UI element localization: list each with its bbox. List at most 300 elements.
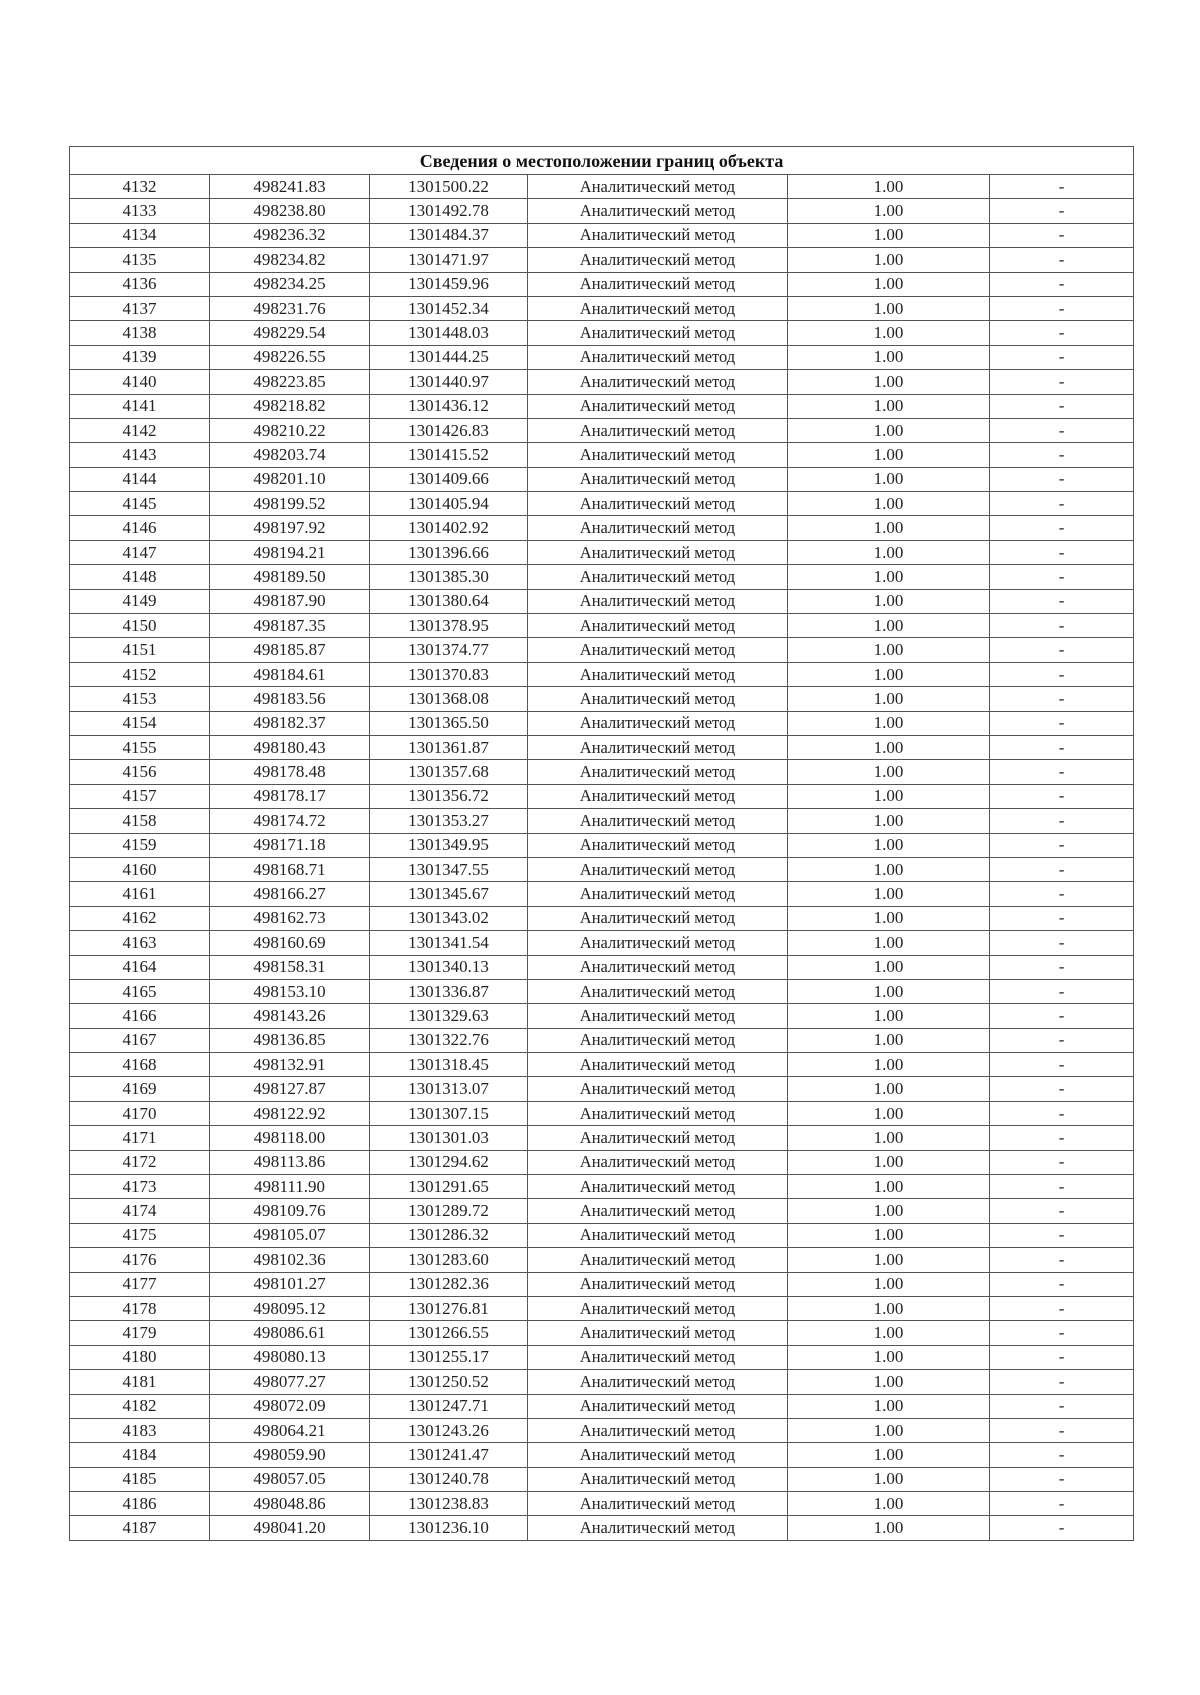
point-number-cell: 4136 bbox=[70, 272, 210, 296]
description-cell: - bbox=[990, 760, 1134, 784]
x-coordinate-cell: 498187.90 bbox=[210, 589, 370, 613]
accuracy-cell: 1.00 bbox=[788, 906, 990, 930]
accuracy-cell: 1.00 bbox=[788, 687, 990, 711]
table-title: Сведения о местоположении границ объекта bbox=[70, 147, 1134, 175]
x-coordinate-cell: 498203.74 bbox=[210, 443, 370, 467]
x-coordinate-cell: 498102.36 bbox=[210, 1248, 370, 1272]
method-cell: Аналитический метод bbox=[528, 614, 788, 638]
x-coordinate-cell: 498197.92 bbox=[210, 516, 370, 540]
x-coordinate-cell: 498086.61 bbox=[210, 1321, 370, 1345]
method-cell: Аналитический метод bbox=[528, 931, 788, 955]
x-coordinate-cell: 498143.26 bbox=[210, 1004, 370, 1028]
table-row bbox=[70, 614, 1134, 638]
accuracy-cell: 1.00 bbox=[788, 955, 990, 979]
method-cell: Аналитический метод bbox=[528, 1004, 788, 1028]
point-number-cell: 4153 bbox=[70, 687, 210, 711]
point-number-cell: 4163 bbox=[70, 931, 210, 955]
description-cell: - bbox=[990, 467, 1134, 491]
description-cell: - bbox=[990, 979, 1134, 1003]
accuracy-cell: 1.00 bbox=[788, 199, 990, 223]
description-cell: - bbox=[990, 272, 1134, 296]
method-cell: Аналитический метод bbox=[528, 1199, 788, 1223]
point-number-cell: 4170 bbox=[70, 1101, 210, 1125]
y-coordinate-cell: 1301405.94 bbox=[370, 492, 528, 516]
table-row bbox=[70, 296, 1134, 320]
accuracy-cell: 1.00 bbox=[788, 223, 990, 247]
description-cell: - bbox=[990, 809, 1134, 833]
accuracy-cell: 1.00 bbox=[788, 1248, 990, 1272]
description-cell: - bbox=[990, 199, 1134, 223]
table-row bbox=[70, 1516, 1134, 1540]
accuracy-cell: 1.00 bbox=[788, 662, 990, 686]
description-cell: - bbox=[990, 1272, 1134, 1296]
point-number-cell: 4184 bbox=[70, 1443, 210, 1467]
accuracy-cell: 1.00 bbox=[788, 979, 990, 1003]
point-number-cell: 4182 bbox=[70, 1394, 210, 1418]
accuracy-cell: 1.00 bbox=[788, 1272, 990, 1296]
table-row bbox=[70, 1492, 1134, 1516]
description-cell: - bbox=[990, 1223, 1134, 1247]
table-row bbox=[70, 443, 1134, 467]
y-coordinate-cell: 1301444.25 bbox=[370, 345, 528, 369]
x-coordinate-cell: 498223.85 bbox=[210, 370, 370, 394]
y-coordinate-cell: 1301353.27 bbox=[370, 809, 528, 833]
x-coordinate-cell: 498210.22 bbox=[210, 418, 370, 442]
point-number-cell: 4144 bbox=[70, 467, 210, 491]
y-coordinate-cell: 1301396.66 bbox=[370, 540, 528, 564]
y-coordinate-cell: 1301448.03 bbox=[370, 321, 528, 345]
accuracy-cell: 1.00 bbox=[788, 1345, 990, 1369]
x-coordinate-cell: 498178.17 bbox=[210, 784, 370, 808]
table-row bbox=[70, 1101, 1134, 1125]
method-cell: Аналитический метод bbox=[528, 1101, 788, 1125]
point-number-cell: 4134 bbox=[70, 223, 210, 247]
x-coordinate-cell: 498132.91 bbox=[210, 1053, 370, 1077]
method-cell: Аналитический метод bbox=[528, 833, 788, 857]
description-cell: - bbox=[990, 1394, 1134, 1418]
accuracy-cell: 1.00 bbox=[788, 1223, 990, 1247]
description-cell: - bbox=[990, 296, 1134, 320]
point-number-cell: 4176 bbox=[70, 1248, 210, 1272]
y-coordinate-cell: 1301243.26 bbox=[370, 1418, 528, 1442]
accuracy-cell: 1.00 bbox=[788, 565, 990, 589]
accuracy-cell: 1.00 bbox=[788, 1126, 990, 1150]
x-coordinate-cell: 498234.25 bbox=[210, 272, 370, 296]
y-coordinate-cell: 1301282.36 bbox=[370, 1272, 528, 1296]
x-coordinate-cell: 498118.00 bbox=[210, 1126, 370, 1150]
description-cell: - bbox=[990, 1199, 1134, 1223]
method-cell: Аналитический метод bbox=[528, 760, 788, 784]
description-cell: - bbox=[990, 711, 1134, 735]
y-coordinate-cell: 1301255.17 bbox=[370, 1345, 528, 1369]
description-cell: - bbox=[990, 1345, 1134, 1369]
y-coordinate-cell: 1301361.87 bbox=[370, 735, 528, 759]
point-number-cell: 4168 bbox=[70, 1053, 210, 1077]
table-row bbox=[70, 955, 1134, 979]
y-coordinate-cell: 1301283.60 bbox=[370, 1248, 528, 1272]
accuracy-cell: 1.00 bbox=[788, 784, 990, 808]
table-row bbox=[70, 1394, 1134, 1418]
table-row bbox=[70, 589, 1134, 613]
y-coordinate-cell: 1301343.02 bbox=[370, 906, 528, 930]
method-cell: Аналитический метод bbox=[528, 1345, 788, 1369]
point-number-cell: 4167 bbox=[70, 1028, 210, 1052]
description-cell: - bbox=[990, 1321, 1134, 1345]
y-coordinate-cell: 1301368.08 bbox=[370, 687, 528, 711]
x-coordinate-cell: 498113.86 bbox=[210, 1150, 370, 1174]
boundary-coordinates-table bbox=[69, 146, 1134, 1541]
y-coordinate-cell: 1301356.72 bbox=[370, 784, 528, 808]
method-cell: Аналитический метод bbox=[528, 784, 788, 808]
table-row bbox=[70, 1443, 1134, 1467]
table-body bbox=[70, 175, 1134, 1541]
description-cell: - bbox=[990, 735, 1134, 759]
accuracy-cell: 1.00 bbox=[788, 857, 990, 881]
point-number-cell: 4164 bbox=[70, 955, 210, 979]
x-coordinate-cell: 498234.82 bbox=[210, 248, 370, 272]
description-cell: - bbox=[990, 1150, 1134, 1174]
description-cell: - bbox=[990, 1467, 1134, 1491]
point-number-cell: 4145 bbox=[70, 492, 210, 516]
x-coordinate-cell: 498160.69 bbox=[210, 931, 370, 955]
accuracy-cell: 1.00 bbox=[788, 1053, 990, 1077]
x-coordinate-cell: 498136.85 bbox=[210, 1028, 370, 1052]
accuracy-cell: 1.00 bbox=[788, 1492, 990, 1516]
point-number-cell: 4173 bbox=[70, 1175, 210, 1199]
table-row bbox=[70, 1175, 1134, 1199]
description-cell: - bbox=[990, 687, 1134, 711]
description-cell: - bbox=[990, 1248, 1134, 1272]
accuracy-cell: 1.00 bbox=[788, 467, 990, 491]
method-cell: Аналитический метод bbox=[528, 272, 788, 296]
method-cell: Аналитический метод bbox=[528, 223, 788, 247]
method-cell: Аналитический метод bbox=[528, 540, 788, 564]
point-number-cell: 4187 bbox=[70, 1516, 210, 1540]
y-coordinate-cell: 1301345.67 bbox=[370, 882, 528, 906]
method-cell: Аналитический метод bbox=[528, 955, 788, 979]
accuracy-cell: 1.00 bbox=[788, 1199, 990, 1223]
description-cell: - bbox=[990, 638, 1134, 662]
description-cell: - bbox=[990, 1028, 1134, 1052]
method-cell: Аналитический метод bbox=[528, 687, 788, 711]
y-coordinate-cell: 1301322.76 bbox=[370, 1028, 528, 1052]
x-coordinate-cell: 498057.05 bbox=[210, 1467, 370, 1491]
point-number-cell: 4133 bbox=[70, 199, 210, 223]
description-cell: - bbox=[990, 1516, 1134, 1540]
method-cell: Аналитический метод bbox=[528, 1248, 788, 1272]
y-coordinate-cell: 1301357.68 bbox=[370, 760, 528, 784]
description-cell: - bbox=[990, 1443, 1134, 1467]
description-cell: - bbox=[990, 516, 1134, 540]
table-row bbox=[70, 1199, 1134, 1223]
accuracy-cell: 1.00 bbox=[788, 175, 990, 199]
accuracy-cell: 1.00 bbox=[788, 809, 990, 833]
accuracy-cell: 1.00 bbox=[788, 345, 990, 369]
point-number-cell: 4181 bbox=[70, 1370, 210, 1394]
x-coordinate-cell: 498080.13 bbox=[210, 1345, 370, 1369]
x-coordinate-cell: 498184.61 bbox=[210, 662, 370, 686]
x-coordinate-cell: 498127.87 bbox=[210, 1077, 370, 1101]
method-cell: Аналитический метод bbox=[528, 1126, 788, 1150]
method-cell: Аналитический метод bbox=[528, 589, 788, 613]
y-coordinate-cell: 1301426.83 bbox=[370, 418, 528, 442]
y-coordinate-cell: 1301313.07 bbox=[370, 1077, 528, 1101]
method-cell: Аналитический метод bbox=[528, 492, 788, 516]
table-row bbox=[70, 662, 1134, 686]
point-number-cell: 4178 bbox=[70, 1296, 210, 1320]
x-coordinate-cell: 498105.07 bbox=[210, 1223, 370, 1247]
y-coordinate-cell: 1301370.83 bbox=[370, 662, 528, 686]
y-coordinate-cell: 1301341.54 bbox=[370, 931, 528, 955]
description-cell: - bbox=[990, 540, 1134, 564]
accuracy-cell: 1.00 bbox=[788, 882, 990, 906]
x-coordinate-cell: 498180.43 bbox=[210, 735, 370, 759]
description-cell: - bbox=[990, 1077, 1134, 1101]
y-coordinate-cell: 1301294.62 bbox=[370, 1150, 528, 1174]
table-row bbox=[70, 175, 1134, 199]
y-coordinate-cell: 1301380.64 bbox=[370, 589, 528, 613]
point-number-cell: 4139 bbox=[70, 345, 210, 369]
table-row bbox=[70, 760, 1134, 784]
table-row bbox=[70, 223, 1134, 247]
x-coordinate-cell: 498182.37 bbox=[210, 711, 370, 735]
x-coordinate-cell: 498218.82 bbox=[210, 394, 370, 418]
table-row bbox=[70, 272, 1134, 296]
method-cell: Аналитический метод bbox=[528, 1272, 788, 1296]
y-coordinate-cell: 1301492.78 bbox=[370, 199, 528, 223]
accuracy-cell: 1.00 bbox=[788, 492, 990, 516]
table-row bbox=[70, 906, 1134, 930]
x-coordinate-cell: 498226.55 bbox=[210, 345, 370, 369]
method-cell: Аналитический метод bbox=[528, 199, 788, 223]
table-row bbox=[70, 1418, 1134, 1442]
description-cell: - bbox=[990, 614, 1134, 638]
x-coordinate-cell: 498183.56 bbox=[210, 687, 370, 711]
table-row bbox=[70, 711, 1134, 735]
table-row bbox=[70, 638, 1134, 662]
y-coordinate-cell: 1301484.37 bbox=[370, 223, 528, 247]
y-coordinate-cell: 1301276.81 bbox=[370, 1296, 528, 1320]
method-cell: Аналитический метод bbox=[528, 1077, 788, 1101]
point-number-cell: 4185 bbox=[70, 1467, 210, 1491]
method-cell: Аналитический метод bbox=[528, 467, 788, 491]
table-row bbox=[70, 857, 1134, 881]
point-number-cell: 4143 bbox=[70, 443, 210, 467]
point-number-cell: 4157 bbox=[70, 784, 210, 808]
accuracy-cell: 1.00 bbox=[788, 1296, 990, 1320]
x-coordinate-cell: 498231.76 bbox=[210, 296, 370, 320]
method-cell: Аналитический метод bbox=[528, 857, 788, 881]
method-cell: Аналитический метод bbox=[528, 638, 788, 662]
accuracy-cell: 1.00 bbox=[788, 1077, 990, 1101]
method-cell: Аналитический метод bbox=[528, 370, 788, 394]
y-coordinate-cell: 1301409.66 bbox=[370, 467, 528, 491]
accuracy-cell: 1.00 bbox=[788, 735, 990, 759]
y-coordinate-cell: 1301250.52 bbox=[370, 1370, 528, 1394]
point-number-cell: 4147 bbox=[70, 540, 210, 564]
accuracy-cell: 1.00 bbox=[788, 443, 990, 467]
description-cell: - bbox=[990, 1492, 1134, 1516]
point-number-cell: 4141 bbox=[70, 394, 210, 418]
accuracy-cell: 1.00 bbox=[788, 370, 990, 394]
point-number-cell: 4132 bbox=[70, 175, 210, 199]
table-row bbox=[70, 199, 1134, 223]
point-number-cell: 4155 bbox=[70, 735, 210, 759]
table-row bbox=[70, 979, 1134, 1003]
description-cell: - bbox=[990, 321, 1134, 345]
description-cell: - bbox=[990, 223, 1134, 247]
y-coordinate-cell: 1301289.72 bbox=[370, 1199, 528, 1223]
method-cell: Аналитический метод bbox=[528, 1394, 788, 1418]
table-row bbox=[70, 931, 1134, 955]
point-number-cell: 4146 bbox=[70, 516, 210, 540]
description-cell: - bbox=[990, 1004, 1134, 1028]
point-number-cell: 4172 bbox=[70, 1150, 210, 1174]
method-cell: Аналитический метод bbox=[528, 662, 788, 686]
y-coordinate-cell: 1301374.77 bbox=[370, 638, 528, 662]
point-number-cell: 4171 bbox=[70, 1126, 210, 1150]
description-cell: - bbox=[990, 492, 1134, 516]
accuracy-cell: 1.00 bbox=[788, 418, 990, 442]
description-cell: - bbox=[990, 1126, 1134, 1150]
x-coordinate-cell: 498168.71 bbox=[210, 857, 370, 881]
x-coordinate-cell: 498189.50 bbox=[210, 565, 370, 589]
y-coordinate-cell: 1301291.65 bbox=[370, 1175, 528, 1199]
y-coordinate-cell: 1301436.12 bbox=[370, 394, 528, 418]
description-cell: - bbox=[990, 906, 1134, 930]
table-row bbox=[70, 1370, 1134, 1394]
accuracy-cell: 1.00 bbox=[788, 1004, 990, 1028]
table-row bbox=[70, 248, 1134, 272]
method-cell: Аналитический метод bbox=[528, 882, 788, 906]
x-coordinate-cell: 498095.12 bbox=[210, 1296, 370, 1320]
x-coordinate-cell: 498077.27 bbox=[210, 1370, 370, 1394]
description-cell: - bbox=[990, 345, 1134, 369]
y-coordinate-cell: 1301307.15 bbox=[370, 1101, 528, 1125]
description-cell: - bbox=[990, 1175, 1134, 1199]
table-row bbox=[70, 1272, 1134, 1296]
x-coordinate-cell: 498072.09 bbox=[210, 1394, 370, 1418]
point-number-cell: 4165 bbox=[70, 979, 210, 1003]
method-cell: Аналитический метод bbox=[528, 1467, 788, 1491]
accuracy-cell: 1.00 bbox=[788, 1150, 990, 1174]
method-cell: Аналитический метод bbox=[528, 735, 788, 759]
method-cell: Аналитический метод bbox=[528, 711, 788, 735]
table-row bbox=[70, 1345, 1134, 1369]
point-number-cell: 4177 bbox=[70, 1272, 210, 1296]
table-row bbox=[70, 1296, 1134, 1320]
y-coordinate-cell: 1301402.92 bbox=[370, 516, 528, 540]
point-number-cell: 4169 bbox=[70, 1077, 210, 1101]
y-coordinate-cell: 1301240.78 bbox=[370, 1467, 528, 1491]
point-number-cell: 4159 bbox=[70, 833, 210, 857]
point-number-cell: 4138 bbox=[70, 321, 210, 345]
point-number-cell: 4149 bbox=[70, 589, 210, 613]
accuracy-cell: 1.00 bbox=[788, 1370, 990, 1394]
description-cell: - bbox=[990, 565, 1134, 589]
y-coordinate-cell: 1301415.52 bbox=[370, 443, 528, 467]
x-coordinate-cell: 498187.35 bbox=[210, 614, 370, 638]
x-coordinate-cell: 498041.20 bbox=[210, 1516, 370, 1540]
description-cell: - bbox=[990, 1296, 1134, 1320]
accuracy-cell: 1.00 bbox=[788, 833, 990, 857]
y-coordinate-cell: 1301318.45 bbox=[370, 1053, 528, 1077]
accuracy-cell: 1.00 bbox=[788, 296, 990, 320]
accuracy-cell: 1.00 bbox=[788, 1175, 990, 1199]
table-row bbox=[70, 687, 1134, 711]
y-coordinate-cell: 1301500.22 bbox=[370, 175, 528, 199]
table-row bbox=[70, 735, 1134, 759]
point-number-cell: 4156 bbox=[70, 760, 210, 784]
description-cell: - bbox=[990, 418, 1134, 442]
x-coordinate-cell: 498185.87 bbox=[210, 638, 370, 662]
description-cell: - bbox=[990, 589, 1134, 613]
method-cell: Аналитический метод bbox=[528, 1418, 788, 1442]
y-coordinate-cell: 1301440.97 bbox=[370, 370, 528, 394]
method-cell: Аналитический метод bbox=[528, 1028, 788, 1052]
table-row bbox=[70, 1223, 1134, 1247]
point-number-cell: 4166 bbox=[70, 1004, 210, 1028]
y-coordinate-cell: 1301452.34 bbox=[370, 296, 528, 320]
point-number-cell: 4183 bbox=[70, 1418, 210, 1442]
x-coordinate-cell: 498201.10 bbox=[210, 467, 370, 491]
table-row bbox=[70, 784, 1134, 808]
table-row bbox=[70, 1248, 1134, 1272]
x-coordinate-cell: 498236.32 bbox=[210, 223, 370, 247]
point-number-cell: 4186 bbox=[70, 1492, 210, 1516]
y-coordinate-cell: 1301247.71 bbox=[370, 1394, 528, 1418]
table-row bbox=[70, 345, 1134, 369]
method-cell: Аналитический метод bbox=[528, 1443, 788, 1467]
accuracy-cell: 1.00 bbox=[788, 760, 990, 784]
method-cell: Аналитический метод bbox=[528, 1296, 788, 1320]
description-cell: - bbox=[990, 833, 1134, 857]
x-coordinate-cell: 498059.90 bbox=[210, 1443, 370, 1467]
accuracy-cell: 1.00 bbox=[788, 540, 990, 564]
method-cell: Аналитический метод bbox=[528, 1053, 788, 1077]
x-coordinate-cell: 498101.27 bbox=[210, 1272, 370, 1296]
table-row bbox=[70, 1321, 1134, 1345]
table-row bbox=[70, 370, 1134, 394]
point-number-cell: 4135 bbox=[70, 248, 210, 272]
table-row bbox=[70, 1077, 1134, 1101]
x-coordinate-cell: 498229.54 bbox=[210, 321, 370, 345]
point-number-cell: 4152 bbox=[70, 662, 210, 686]
accuracy-cell: 1.00 bbox=[788, 614, 990, 638]
point-number-cell: 4162 bbox=[70, 906, 210, 930]
accuracy-cell: 1.00 bbox=[788, 931, 990, 955]
x-coordinate-cell: 498171.18 bbox=[210, 833, 370, 857]
point-number-cell: 4150 bbox=[70, 614, 210, 638]
description-cell: - bbox=[990, 1053, 1134, 1077]
x-coordinate-cell: 498109.76 bbox=[210, 1199, 370, 1223]
point-number-cell: 4142 bbox=[70, 418, 210, 442]
method-cell: Аналитический метод bbox=[528, 809, 788, 833]
x-coordinate-cell: 498166.27 bbox=[210, 882, 370, 906]
y-coordinate-cell: 1301236.10 bbox=[370, 1516, 528, 1540]
table-title-row bbox=[70, 147, 1134, 175]
description-cell: - bbox=[990, 662, 1134, 686]
accuracy-cell: 1.00 bbox=[788, 1467, 990, 1491]
point-number-cell: 4140 bbox=[70, 370, 210, 394]
point-number-cell: 4154 bbox=[70, 711, 210, 735]
y-coordinate-cell: 1301385.30 bbox=[370, 565, 528, 589]
method-cell: Аналитический метод bbox=[528, 418, 788, 442]
method-cell: Аналитический метод bbox=[528, 345, 788, 369]
accuracy-cell: 1.00 bbox=[788, 248, 990, 272]
x-coordinate-cell: 498194.21 bbox=[210, 540, 370, 564]
y-coordinate-cell: 1301340.13 bbox=[370, 955, 528, 979]
